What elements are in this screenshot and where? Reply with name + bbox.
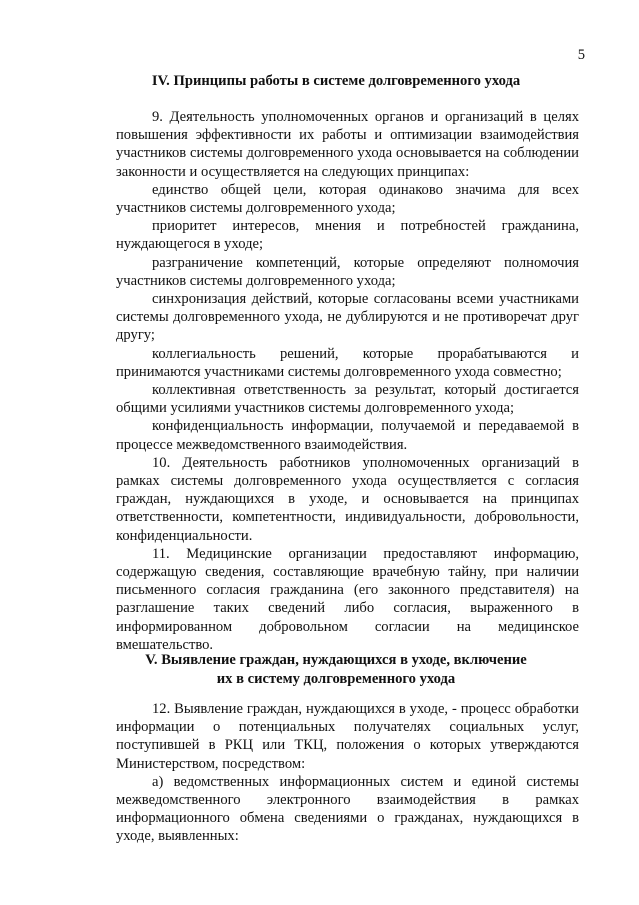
principle-item: коллективная ответственность за результат, который достигается общими усилиями участников системы долговременного ухода; (116, 382, 579, 417)
section-5-heading (116, 651, 556, 688)
paragraph-11: 11. Медицинские организации предоставляют информацию, содержащую сведения, составляющие врачебную тайну, при наличии письменного согласия гражданина (его законного представителя) на разглашение таких сведений либо согласия, выраженного в информированном добровольном согласии на медицинское вмешательство. (116, 545, 579, 653)
principle-item: синхронизация действий, которые согласованы всеми участниками системы долговременного ухода, не дублируются и не противоречат друг другу; (116, 291, 579, 344)
paragraph-9: 9. Деятельность уполномоченных органов и организаций в целях повышения эффективности их работы и оптимизации взаимодействия участников системы долговременного ухода основывается на соблюдении законности и осуществляется на следующих принципах: (116, 109, 579, 180)
principle-item: приоритет интересов, мнения и потребностей гражданина, нуждающегося в уходе; (116, 218, 579, 253)
paragraph-12: 12. Выявление граждан, нуждающихся в уходе, - процесс обработки информации о потенциальных получателях социальных услуг, поступившей в РКЦ или ТКЦ, положения о которых утверждаются Министерством, посредством: (116, 701, 579, 772)
page-number: 5 (577, 47, 585, 63)
section-5-body (116, 700, 579, 846)
section-4-heading: IV. Принципы работы в системе долговременного ухода (151, 73, 521, 89)
section-5-heading-line-2: их в систему долговременного ухода (216, 670, 456, 687)
paragraph-10: 10. Деятельность работников уполномоченных организаций в рамках системы долговременного ухода осуществляется с согласия граждан, нуждающихся в уходе, и основывается на принципах ответственности, компетентности, индивидуальности, добровольности, конфиденциальности. (116, 454, 579, 544)
principle-item: единство общей цели, которая одинаково значима для всех участников системы долговременного ухода; (116, 181, 579, 217)
principle-item: разграничение компетенций, которые определяют полномочия участников системы долговременного ухода; (116, 254, 579, 289)
principle-item: коллегиальность решений, которые прорабатываются и принимаются участниками системы долговременного ухода совместно; (116, 345, 579, 380)
section-4-body (116, 108, 579, 654)
principle-item: конфиденциальность информации, получаемой и передаваемой в процессе межведомственного взаимодействия. (116, 418, 579, 453)
section-5-heading-line-1: V. Выявление граждан, нуждающихся в уходе, включение (145, 652, 527, 668)
paragraph-12-a: а) ведомственных информационных систем и единой системы межведомственного электронного взаимодействия в рамках информационного обмена сведениями о гражданах, нуждающихся в уходе, выявленных: (116, 773, 579, 845)
